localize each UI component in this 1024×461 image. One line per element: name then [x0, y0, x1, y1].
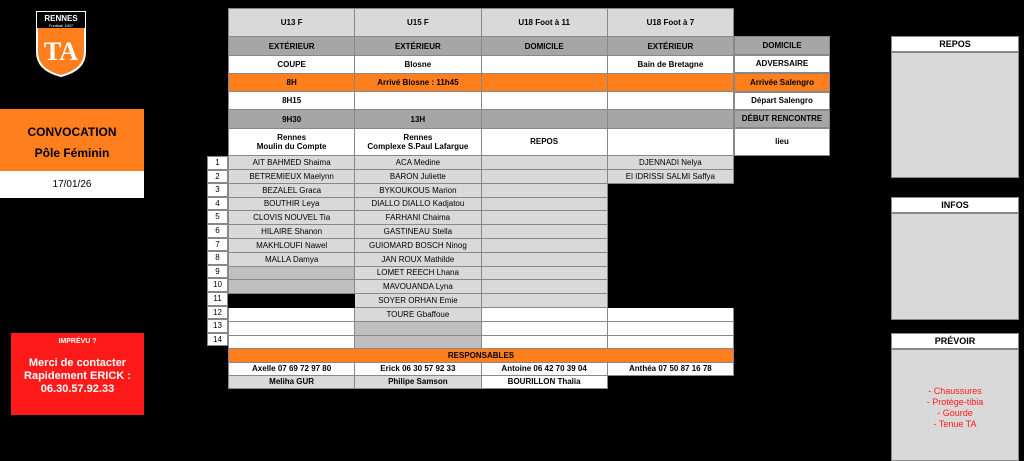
player-cell	[607, 197, 733, 211]
responsable-contact: Axelle 07 69 72 97 80	[229, 362, 355, 375]
row-number: 9	[207, 265, 228, 279]
row-number: 12	[207, 306, 228, 320]
location-type-cell: DOMICILE	[481, 37, 607, 55]
arrival-cell	[481, 73, 607, 91]
player-cell	[481, 211, 607, 225]
responsables-name-row	[229, 375, 734, 388]
row-number: 11	[207, 292, 228, 306]
departure-cell	[607, 92, 733, 110]
prevoir-item: - Protège-tibia	[926, 397, 984, 407]
player-cell: DIALLO DIALLO Kadjatou	[355, 197, 481, 211]
player-cell	[481, 169, 607, 183]
row-number: 13	[207, 319, 228, 333]
logo-initials: TA	[43, 37, 79, 66]
venue-cell	[229, 128, 355, 155]
player-cell: GASTINEAU Stella	[355, 225, 481, 239]
player-cell	[355, 321, 481, 335]
row-number: 8	[207, 251, 228, 265]
right-label-arrival: Arrivée Salengro	[734, 73, 830, 92]
player-cell	[229, 335, 355, 349]
player-cell: BETREMIEUX Maelynn	[229, 169, 355, 183]
prevoir-item: - Tenue TA	[933, 419, 977, 429]
venue-cell	[607, 128, 733, 155]
player-row	[229, 183, 734, 197]
opponent-row	[229, 55, 734, 73]
right-label-opponent: ADVERSAIRE	[734, 55, 830, 73]
row-number: 4	[207, 197, 228, 211]
row-numbers	[207, 156, 228, 346]
row-number: 7	[207, 238, 228, 252]
player-cell	[607, 321, 733, 335]
player-cell: BYKOUKOUS Marion	[355, 183, 481, 197]
arrival-row	[229, 73, 734, 91]
imprevu-heading: IMPRÉVU ?	[58, 338, 97, 345]
opponent-cell	[481, 55, 607, 73]
player-cell: ACA Medine	[355, 156, 481, 170]
rennes-ta-logo	[34, 8, 88, 78]
player-cell: TOURE Gbaffoue	[355, 307, 481, 321]
player-row	[229, 211, 734, 225]
player-cell: HILAIRE Shanon	[229, 225, 355, 239]
player-cell	[607, 335, 733, 349]
player-cell: BARON Juliette	[355, 169, 481, 183]
player-row	[229, 197, 734, 211]
player-cell	[229, 307, 355, 321]
player-cell	[481, 238, 607, 252]
player-row	[229, 252, 734, 266]
imprevu-line-2: Rapidement ERICK :	[24, 370, 131, 382]
player-cell	[481, 280, 607, 294]
player-cell: LOMET REECH Lhana	[355, 266, 481, 280]
arrival-cell	[607, 73, 733, 91]
player-cell: BOUTHIR Leya	[229, 197, 355, 211]
player-cell	[481, 335, 607, 349]
team-header: U13 F	[229, 9, 355, 37]
team-header-row	[229, 9, 734, 37]
player-cell	[607, 211, 733, 225]
location-type-row	[229, 37, 734, 55]
player-cell	[481, 266, 607, 280]
player-cell	[481, 294, 607, 308]
prevoir-item: - Gourde	[937, 408, 973, 418]
imprevu-phone: 06.30.57.92.33	[40, 383, 115, 395]
row-number: 6	[207, 224, 228, 238]
player-cell: DJENNADI Nelya	[607, 156, 733, 170]
player-cell: JAN ROUX Mathilde	[355, 252, 481, 266]
opponent-cell: Blosne	[355, 55, 481, 73]
player-cell	[229, 266, 355, 280]
team-header: U18 Foot à 11	[481, 9, 607, 37]
player-cell	[607, 280, 733, 294]
player-cell: MAVOUANDA Lyna	[355, 280, 481, 294]
player-cell: MAKHLOUFI Nawel	[229, 238, 355, 252]
row-number: 1	[207, 156, 228, 170]
player-row	[229, 307, 734, 321]
player-cell	[607, 238, 733, 252]
player-cell	[229, 294, 355, 308]
responsable-name: Philipe Samson	[355, 375, 481, 388]
repos-body	[891, 52, 1019, 178]
player-cell	[607, 307, 733, 321]
responsables-header-row	[229, 349, 734, 362]
row-number: 3	[207, 183, 228, 197]
departure-row	[229, 92, 734, 110]
prevoir-item: - Chaussures	[928, 386, 982, 396]
convocation-grid	[228, 8, 734, 389]
venue-name: Moulin du Compte	[256, 141, 327, 151]
convocation-subtitle: Pôle Féminin	[34, 146, 110, 160]
right-label-venue: lieu	[734, 128, 830, 156]
player-cell	[481, 252, 607, 266]
responsable-contact: Antoine 06 42 70 39 04	[481, 362, 607, 375]
player-cell: GUIOMARD BOSCH Ninog	[355, 238, 481, 252]
prevoir-body	[891, 349, 1019, 461]
kickoff-cell	[607, 110, 733, 128]
venue-row	[229, 128, 734, 155]
player-cell	[607, 266, 733, 280]
responsables-contact-row	[229, 362, 734, 375]
row-number: 14	[207, 333, 228, 347]
convocation-title: CONVOCATION	[27, 125, 117, 139]
player-row	[229, 294, 734, 308]
logo-text: RENNES	[44, 14, 78, 23]
repos-header: REPOS	[891, 36, 1019, 52]
imprevu-box	[11, 333, 144, 415]
location-type-cell: EXTÉRIEUR	[355, 37, 481, 55]
right-label-kickoff: DÉBUT RENCONTRE	[734, 110, 830, 128]
player-row	[229, 280, 734, 294]
responsable-name	[607, 375, 733, 388]
prevoir-header: PRÉVOIR	[891, 333, 1019, 349]
opponent-cell: Bain de Bretagne	[607, 55, 733, 73]
player-row	[229, 335, 734, 349]
kickoff-cell	[481, 110, 607, 128]
venue-city: REPOS	[530, 137, 559, 147]
player-cell	[481, 321, 607, 335]
right-label-departure: Départ Salengro	[734, 92, 830, 110]
row-number: 5	[207, 210, 228, 224]
responsable-name: BOURILLON Thalia	[481, 375, 607, 388]
departure-cell	[481, 92, 607, 110]
responsables-label: RESPONSABLES	[229, 349, 734, 362]
player-row	[229, 156, 734, 170]
player-cell: El IDRISSI SALMI Saffya	[607, 169, 733, 183]
player-cell: FARHANI Chaima	[355, 211, 481, 225]
player-row	[229, 238, 734, 252]
player-cell	[481, 197, 607, 211]
responsable-contact: Erick 06 30 57 92 33	[355, 362, 481, 375]
player-cell: MALLA Damya	[229, 252, 355, 266]
venue-city: Rennes	[403, 132, 433, 142]
location-type-cell: EXTÉRIEUR	[229, 37, 355, 55]
venue-city: Rennes	[277, 132, 307, 142]
player-cell	[229, 321, 355, 335]
infos-body	[891, 213, 1019, 320]
player-cell	[481, 225, 607, 239]
logo-subtext: Football 1907	[48, 23, 74, 28]
player-cell: AIT BAHMED Shaima	[229, 156, 355, 170]
player-cell: SOYER ORHAN Emie	[355, 294, 481, 308]
player-cell	[229, 280, 355, 294]
player-cell	[607, 252, 733, 266]
player-row	[229, 225, 734, 239]
player-cell: CLOVIS NOUVEL Tia	[229, 211, 355, 225]
departure-cell	[355, 92, 481, 110]
infos-header: INFOS	[891, 197, 1019, 213]
player-cell: BEZALEL Graca	[229, 183, 355, 197]
infos-panel	[891, 197, 1019, 320]
player-cell	[481, 156, 607, 170]
location-type-cell: EXTÉRIEUR	[607, 37, 733, 55]
kickoff-cell: 9H30	[229, 110, 355, 128]
player-row	[229, 169, 734, 183]
opponent-cell: COUPE	[229, 55, 355, 73]
team-header: U18 Foot à 7	[607, 9, 733, 37]
venue-name: Complexe S.Paul Lafargue	[367, 141, 469, 151]
imprevu-line-1: Merci de contacter	[28, 357, 127, 369]
row-number: 10	[207, 278, 228, 292]
player-cell	[607, 294, 733, 308]
player-cell	[481, 307, 607, 321]
kickoff-row	[229, 110, 734, 128]
responsable-name: Meliha GUR	[229, 375, 355, 388]
venue-cell	[355, 128, 481, 155]
repos-panel	[891, 36, 1019, 178]
arrival-cell: 8H	[229, 73, 355, 91]
responsable-contact: Anthéa 07 50 87 16 78	[607, 362, 733, 375]
team-header: U15 F	[355, 9, 481, 37]
player-cell	[355, 335, 481, 349]
prevoir-panel	[891, 333, 1019, 461]
convocation-box	[0, 109, 144, 171]
player-cell	[481, 183, 607, 197]
player-cell	[607, 225, 733, 239]
row-number: 2	[207, 170, 228, 184]
player-cell	[607, 183, 733, 197]
kickoff-cell: 13H	[355, 110, 481, 128]
venue-cell	[481, 128, 607, 155]
convocation-date: 17/01/26	[0, 171, 144, 198]
departure-cell: 8H15	[229, 92, 355, 110]
player-row	[229, 266, 734, 280]
right-label-location: DOMICILE	[734, 36, 830, 55]
arrival-cell: Arrivé Blosne : 11h45	[355, 73, 481, 91]
player-row	[229, 321, 734, 335]
